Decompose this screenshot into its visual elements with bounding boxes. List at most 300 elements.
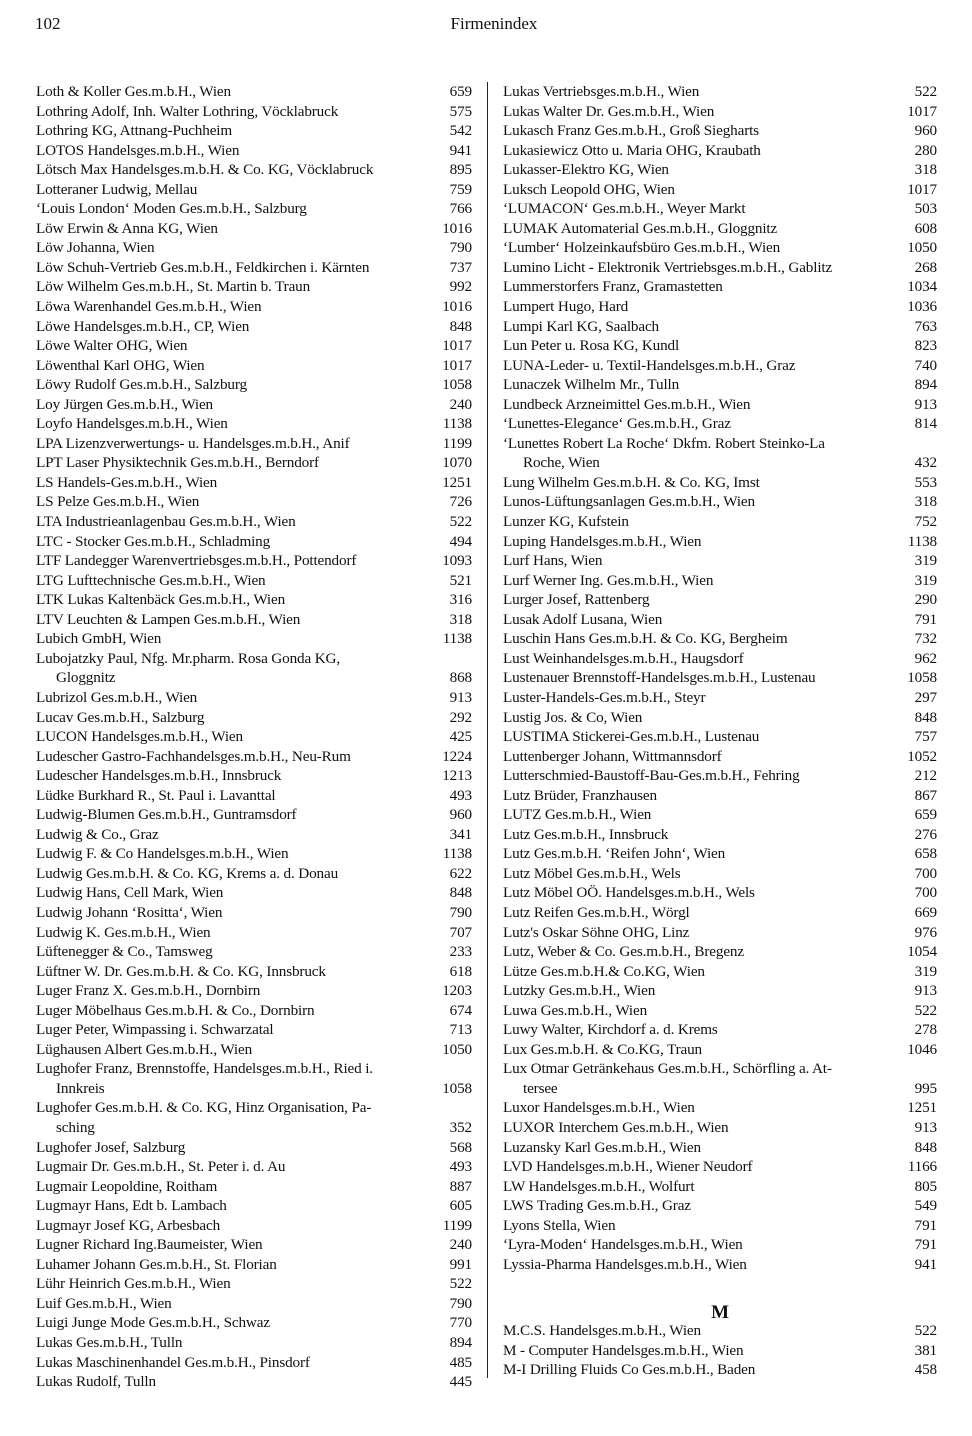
company-name: Lukas Walter Dr. Ges.m.b.H., Wien [503, 102, 715, 120]
index-entry [503, 883, 937, 903]
page-reference: 318 [914, 493, 937, 511]
company-name: LTK Lukas Kaltenbäck Ges.m.b.H., Wien [36, 591, 286, 609]
index-entry [503, 160, 937, 180]
index-entry [503, 942, 937, 962]
page-reference: 737 [449, 258, 472, 276]
company-name: Loyfo Handelsges.m.b.H., Wien [36, 415, 228, 433]
company-name: Lukas Rudolf, Tulln [36, 1373, 156, 1391]
index-entry [503, 786, 937, 806]
page-reference: 521 [449, 571, 472, 589]
company-name: Lukasser-Elektro KG, Wien [503, 161, 669, 179]
index-entry [36, 258, 472, 278]
page-reference: 605 [449, 1197, 472, 1215]
index-entry [503, 1020, 937, 1040]
page-reference: 1224 [442, 747, 472, 765]
index-entry [503, 375, 937, 395]
index-entry [36, 336, 472, 356]
page-reference: 233 [449, 943, 472, 961]
company-name: LS Handels-Ges.m.b.H., Wien [36, 473, 218, 491]
company-name: Lustig Jos. & Co, Wien [503, 708, 643, 726]
page-reference: 848 [449, 317, 472, 335]
index-entry [503, 317, 937, 337]
page-reference: 941 [914, 1255, 937, 1273]
company-name: LUNA-Leder- u. Textil-Handelsges.m.b.H., Graz [503, 356, 796, 374]
page-reference: 887 [449, 1177, 472, 1195]
company-name: LVD Handelsges.m.b.H., Wiener Neudorf [503, 1158, 753, 1176]
page-reference: 976 [914, 923, 937, 941]
index-entry [36, 356, 472, 376]
page-reference: 1017 [442, 356, 472, 374]
page-reference: 1070 [442, 454, 472, 472]
index-entry [503, 473, 937, 493]
company-name: Luwy Walter, Kirchdorf a. d. Krems [503, 1021, 718, 1039]
company-name: Löwe Walter OHG, Wien [36, 337, 188, 355]
page-reference: 280 [914, 141, 937, 159]
page-reference: 1050 [442, 1040, 472, 1058]
index-entry [36, 747, 472, 767]
index-entry [503, 747, 937, 767]
company-name: ‘LUMACON‘ Ges.m.b.H., Weyer Markt [503, 200, 746, 218]
page-reference: 894 [914, 376, 937, 394]
company-name: Lumpi Karl KG, Saalbach [503, 317, 659, 335]
company-name: LWS Trading Ges.m.b.H., Graz [503, 1197, 691, 1215]
page-reference: 659 [449, 83, 472, 100]
page-reference: 913 [449, 688, 472, 706]
page-reference: 1036 [907, 298, 937, 316]
index-entry [36, 238, 472, 258]
index-entry [503, 512, 937, 532]
index-entry [503, 1059, 937, 1098]
page-reference: 1017 [907, 102, 937, 120]
index-entry [503, 1177, 937, 1197]
page-reference: 1138 [442, 630, 472, 648]
index-entry [36, 551, 472, 571]
page-reference: 1199 [442, 1216, 472, 1234]
company-name: Ludwig F. & Co Handelsges.m.b.H., Wien [36, 845, 289, 863]
company-name: LOTOS Handelsges.m.b.H., Wien [36, 141, 240, 159]
index-entry [503, 141, 937, 161]
page-reference: 1138 [907, 532, 937, 550]
index-entry [36, 102, 472, 122]
page-reference: 962 [914, 649, 937, 667]
page-reference: 493 [449, 786, 472, 804]
company-name: Lutz Möbel Ges.m.b.H., Wels [503, 864, 681, 882]
company-name: Luif Ges.m.b.H., Wien [36, 1294, 172, 1312]
page-reference: 913 [914, 395, 937, 413]
index-entry [36, 199, 472, 219]
company-name: Lutz Brüder, Franzhausen [503, 786, 657, 804]
company-name: Lukas Maschinenhandel Ges.m.b.H., Pinsdorf [36, 1353, 310, 1371]
company-name: Lubojatzky Paul, Nfg. Mr.pharm. Rosa Gonda KG, Gloggnitz [36, 649, 340, 687]
index-entry [503, 121, 937, 141]
company-name: Lun Peter u. Rosa KG, Kundl [503, 337, 680, 355]
page-reference: 658 [914, 845, 937, 863]
index-entry [36, 610, 472, 630]
page-reference: 848 [914, 708, 937, 726]
index-entry [503, 1216, 937, 1236]
company-name: Lukasch Franz Ges.m.b.H., Groß Siegharts [503, 122, 759, 140]
company-name: Ludwig & Co., Graz [36, 825, 159, 843]
company-name: ‘Louis London‘ Moden Ges.m.b.H., Salzburg [36, 200, 307, 218]
page-title-text: Firmenindex [450, 14, 538, 33]
index-entry [36, 1235, 472, 1255]
company-name: Lühr Heinrich Ges.m.b.H., Wien [36, 1275, 231, 1293]
page-reference: 493 [449, 1158, 472, 1176]
company-name: Löwy Rudolf Ges.m.b.H., Salzburg [36, 376, 247, 394]
page-reference: 622 [449, 864, 472, 882]
index-entry [503, 825, 937, 845]
index-entry [503, 492, 937, 512]
company-name: Luxor Handelsges.m.b.H., Wien [503, 1099, 695, 1117]
company-name: LUCON Handelsges.m.b.H., Wien [36, 728, 243, 746]
company-name: Luping Handelsges.m.b.H., Wien [503, 532, 702, 550]
page-reference: 268 [914, 258, 937, 276]
index-entry [36, 219, 472, 239]
page-reference: 240 [449, 1236, 472, 1254]
index-entry [36, 1216, 472, 1236]
company-name: Lurf Werner Ing. Ges.m.b.H., Wien [503, 571, 714, 589]
page-reference: 432 [914, 454, 937, 472]
company-name: Lurf Hans, Wien [503, 552, 603, 570]
page-reference: 575 [449, 102, 472, 120]
company-name: Lustenauer Brennstoff-Handelsges.m.b.H., Lustenau [503, 669, 816, 687]
page-reference: 278 [914, 1021, 937, 1039]
company-name: Lutzky Ges.m.b.H., Wien [503, 982, 656, 1000]
index-entry [36, 864, 472, 884]
index-entry [36, 473, 472, 493]
company-name: Löw Erwin & Anna KG, Wien [36, 219, 218, 237]
page-reference: 759 [449, 180, 472, 198]
index-entry [503, 414, 937, 434]
page-reference: 297 [914, 688, 937, 706]
index-entry [503, 708, 937, 728]
section-letter-heading: M [711, 1302, 729, 1324]
page-reference: 791 [914, 610, 937, 628]
index-entry [503, 688, 937, 708]
page-reference: 1016 [442, 219, 472, 237]
index-entry [36, 1313, 472, 1333]
company-name: Lubich GmbH, Wien [36, 630, 162, 648]
company-name: Lugmair Dr. Ges.m.b.H., St. Peter i. d. Au [36, 1158, 286, 1176]
index-entry [503, 1001, 937, 1021]
index-entry [503, 1321, 937, 1341]
index-entry [36, 1255, 472, 1275]
right-entries [503, 82, 937, 1274]
index-entry [36, 1059, 472, 1098]
page-reference: 763 [914, 317, 937, 335]
section-m-entries [503, 1321, 937, 1380]
index-entry [36, 317, 472, 337]
index-entry [36, 786, 472, 806]
company-name: Lüdke Burkhard R., St. Paul i. Lavanttal [36, 786, 276, 804]
page-reference: 1203 [442, 982, 472, 1000]
company-name: Luster-Handels-Ges.m.b.H., Steyr [503, 688, 706, 706]
page-reference: 1017 [442, 337, 472, 355]
index-entry [503, 1118, 937, 1138]
page-reference: 1058 [907, 669, 937, 687]
page-reference: 381 [914, 1341, 937, 1359]
index-entry [36, 512, 472, 532]
index-entry [503, 297, 937, 317]
company-name: Luhamer Johann Ges.m.b.H., St. Florian [36, 1255, 277, 1273]
page-title [0, 14, 972, 34]
company-name: Lutz, Weber & Co. Ges.m.b.H., Bregenz [503, 943, 744, 961]
page-reference: 791 [914, 1216, 937, 1234]
index-entry [503, 356, 937, 376]
company-name: Lötsch Max Handelsges.m.b.H. & Co. KG, Vöcklabruck [36, 161, 374, 179]
company-name: Lust Weinhandelsges.m.b.H., Haugsdorf [503, 649, 744, 667]
company-name: M - Computer Handelsges.m.b.H., Wien [503, 1341, 744, 1359]
page-reference: 522 [449, 1275, 472, 1293]
company-name: LUXOR Interchem Ges.m.b.H., Wien [503, 1118, 729, 1136]
page-reference: 494 [449, 532, 472, 550]
index-entry [36, 121, 472, 141]
index-entry [503, 1157, 937, 1177]
page-reference: 1046 [907, 1040, 937, 1058]
page-reference: 790 [449, 239, 472, 257]
company-name: LUSTIMA Stickerei-Ges.m.b.H., Lustenau [503, 728, 760, 746]
index-entry [36, 160, 472, 180]
index-entry [36, 532, 472, 552]
index-entry [36, 629, 472, 649]
page-number: 102 [35, 14, 61, 33]
company-name: Löwa Warenhandel Ges.m.b.H., Wien [36, 298, 262, 316]
company-name: Luksch Leopold OHG, Wien [503, 180, 675, 198]
company-name: LPT Laser Physiktechnik Ges.m.b.H., Berndorf [36, 454, 319, 472]
company-name: Lütze Ges.m.b.H.& Co.KG, Wien [503, 962, 705, 980]
index-entry [36, 942, 472, 962]
page-reference: 522 [914, 83, 937, 100]
page-reference: 1251 [907, 1099, 937, 1117]
company-name: Lukas Ges.m.b.H., Tulln [36, 1334, 183, 1351]
index-entry [36, 805, 472, 825]
index-entry [36, 375, 472, 395]
company-name: ‘Lumber‘ Holzeinkaufsbüro Ges.m.b.H., Wien [503, 239, 781, 257]
company-name: LUTZ Ges.m.b.H., Wien [503, 806, 652, 824]
company-name: Ludwig Ges.m.b.H. & Co. KG, Krems a. d. Donau [36, 864, 339, 882]
index-entry [36, 571, 472, 591]
page-reference: 848 [914, 1138, 937, 1156]
page-reference: 608 [914, 219, 937, 237]
company-name: Luger Peter, Wimpassing i. Schwarzatal [36, 1021, 274, 1039]
index-entry [503, 962, 937, 982]
company-name: Lothring KG, Attnang-Puchheim [36, 122, 233, 140]
company-name: Loth & Koller Ges.m.b.H., Wien [36, 83, 231, 100]
index-entry [36, 395, 472, 415]
page-reference: 713 [449, 1021, 472, 1039]
company-name: Lüghausen Albert Ges.m.b.H., Wien [36, 1040, 253, 1058]
page-reference: 867 [914, 786, 937, 804]
page-reference: 913 [914, 1118, 937, 1136]
index-entry [503, 590, 937, 610]
company-name: Lung Wilhelm Ges.m.b.H. & Co. KG, Imst [503, 473, 760, 491]
company-name: Lyssia-Pharma Handelsges.m.b.H., Wien [503, 1255, 747, 1273]
page-reference: 1017 [907, 180, 937, 198]
index-entry [503, 629, 937, 649]
page-reference: 319 [914, 552, 937, 570]
company-name: Löw Schuh-Vertrieb Ges.m.b.H., Feldkirchen i. Kärnten [36, 258, 370, 276]
company-name: Ludwig K. Ges.m.b.H., Wien [36, 923, 211, 941]
index-entry [36, 1274, 472, 1294]
company-name: Luttenberger Johann, Wittmannsdorf [503, 747, 722, 765]
index-entry [503, 649, 937, 669]
index-entry [36, 883, 472, 903]
company-name: M.C.S. Handelsges.m.b.H., Wien [503, 1322, 701, 1340]
page-reference: 549 [914, 1197, 937, 1215]
page-reference: 1052 [907, 747, 937, 765]
page-reference: 319 [914, 571, 937, 589]
index-entry [36, 1138, 472, 1158]
index-entry [36, 180, 472, 200]
company-name: Luschin Hans Ges.m.b.H. & Co. KG, Bergheim [503, 630, 788, 648]
company-name: LPA Lizenzverwertungs- u. Handelsges.m.b.H., Anif [36, 434, 350, 452]
page-reference: 1054 [907, 943, 937, 961]
company-name: Lutz's Oskar Söhne OHG, Linz [503, 923, 690, 941]
index-entry [503, 102, 937, 122]
company-name: Lugmayr Hans, Edt b. Lambach [36, 1197, 227, 1215]
page-reference: 522 [449, 513, 472, 531]
page-reference: 1058 [442, 376, 472, 394]
company-name: Ludwig-Blumen Ges.m.b.H., Guntramsdorf [36, 806, 297, 824]
company-name: M-I Drilling Fluids Co Ges.m.b.H., Baden [503, 1361, 756, 1379]
index-entry [36, 649, 472, 688]
page-reference: 240 [449, 395, 472, 413]
company-name: Lugmayr Josef KG, Arbesbach [36, 1216, 221, 1234]
company-name: Lyons Stella, Wien [503, 1216, 616, 1234]
page-reference: 318 [449, 610, 472, 628]
company-name: Luzansky Karl Ges.m.b.H., Wien [503, 1138, 701, 1156]
page-reference: 992 [449, 278, 472, 296]
index-entry [36, 1353, 472, 1373]
company-name: Löw Johanna, Wien [36, 239, 155, 257]
page-reference: 352 [449, 1118, 472, 1136]
page-reference: 618 [449, 962, 472, 980]
company-name: Ludescher Gastro-Fachhandelsges.m.b.H., Neu-Rum [36, 747, 351, 765]
index-entry [503, 258, 937, 278]
company-name: Lux Otmar Getränkehaus Ges.m.b.H., Schörfling a. At- tersee [503, 1060, 832, 1097]
index-entry [503, 532, 937, 552]
index-entry [36, 277, 472, 297]
page-reference: 752 [914, 513, 937, 531]
company-name: Lutterschmied-Baustoff-Bau-Ges.m.b.H., Fehring [503, 767, 800, 785]
index-entry [503, 1341, 937, 1361]
company-name: LTC - Stocker Ges.m.b.H., Schladming [36, 532, 271, 550]
index-entry [503, 903, 937, 923]
page-reference: 740 [914, 356, 937, 374]
company-name: LTF Landegger Warenvertriebsges.m.b.H., Pottendorf [36, 552, 357, 570]
index-entry [36, 414, 472, 434]
page-reference: 770 [449, 1314, 472, 1332]
company-name: Lughofer Josef, Salzburg [36, 1138, 186, 1156]
company-name: Löwenthal Karl OHG, Wien [36, 356, 205, 374]
index-entry [503, 82, 937, 102]
page-reference: 848 [449, 884, 472, 902]
page-reference: 542 [449, 122, 472, 140]
company-name: Ludwig Johann ‘Rositta‘, Wien [36, 903, 223, 921]
index-entry [503, 610, 937, 630]
page-reference: 425 [449, 728, 472, 746]
page-reference: 791 [914, 1236, 937, 1254]
index-entry [36, 825, 472, 845]
page-reference: 1199 [442, 434, 472, 452]
index-column-left [36, 82, 472, 1392]
company-name: Lumino Licht - Elektronik Vertriebsges.m.b.H., Gablitz [503, 258, 833, 276]
index-entry [36, 492, 472, 512]
company-name: Luwa Ges.m.b.H., Wien [503, 1001, 648, 1019]
index-entry [36, 766, 472, 786]
company-name: Ludescher Handelsges.m.b.H., Innsbruck [36, 767, 282, 785]
page-reference: 318 [914, 161, 937, 179]
company-name: Lumpert Hugo, Hard [503, 298, 629, 316]
index-entry [36, 962, 472, 982]
index-entry [503, 1255, 937, 1275]
company-name: Lurger Josef, Rattenberg [503, 591, 650, 609]
index-entry [36, 903, 472, 923]
company-name: ‘Lunettes-Elegance‘ Ges.m.b.H., Graz [503, 415, 731, 433]
company-name: Lüftner W. Dr. Ges.m.b.H. & Co. KG, Innsbruck [36, 962, 326, 980]
index-entry [503, 1098, 937, 1118]
index-entry [503, 199, 937, 219]
page-reference: 1093 [442, 552, 472, 570]
company-name: Lutz Reifen Ges.m.b.H., Wörgl [503, 903, 690, 921]
index-entry [36, 844, 472, 864]
page-reference: 522 [914, 1322, 937, 1340]
index-entry [36, 981, 472, 1001]
page-reference: 805 [914, 1177, 937, 1195]
page-reference: 757 [914, 728, 937, 746]
company-name: Lux Ges.m.b.H. & Co.KG, Traun [503, 1040, 703, 1058]
index-entry [503, 1235, 937, 1255]
index-entry [503, 219, 937, 239]
index-column-right [503, 82, 937, 1380]
index-entry [503, 395, 937, 415]
page-reference: 341 [449, 825, 472, 843]
company-name: Lunos-Lüftungsanlagen Ges.m.b.H., Wien [503, 493, 755, 511]
index-entry [36, 297, 472, 317]
index-entry [36, 1372, 472, 1392]
page-reference: 1138 [442, 845, 472, 863]
index-entry [36, 1001, 472, 1021]
index-entry [36, 1177, 472, 1197]
page-reference: 553 [914, 473, 937, 491]
index-entry [503, 1040, 937, 1060]
index-entry [503, 981, 937, 1001]
index-entry [503, 434, 937, 473]
page-reference: 991 [449, 1255, 472, 1273]
index-entry [36, 1294, 472, 1314]
company-name: Löw Wilhelm Ges.m.b.H., St. Martin b. Traun [36, 278, 311, 296]
company-name: Lubrizol Ges.m.b.H., Wien [36, 688, 198, 706]
company-name: Lunaczek Wilhelm Mr., Tulln [503, 376, 680, 394]
index-entry [36, 1333, 472, 1353]
page-reference: 319 [914, 962, 937, 980]
page-reference: 485 [449, 1353, 472, 1371]
page-reference: 316 [449, 591, 472, 609]
index-entry [503, 336, 937, 356]
index-entry [36, 1098, 472, 1137]
company-name: Lotteraner Ludwig, Mellau [36, 180, 198, 198]
page-reference: 522 [914, 1001, 937, 1019]
page-reference: 700 [914, 864, 937, 882]
page-reference: 674 [449, 1001, 472, 1019]
company-name: Lutz Möbel OÖ. Handelsges.m.b.H., Wels [503, 884, 755, 902]
index-entry [503, 805, 937, 825]
index-entry [503, 864, 937, 884]
page-reference: 1058 [442, 1079, 472, 1097]
page-reference: 960 [449, 806, 472, 824]
index-entry [36, 727, 472, 747]
page-reference: 913 [914, 982, 937, 1000]
